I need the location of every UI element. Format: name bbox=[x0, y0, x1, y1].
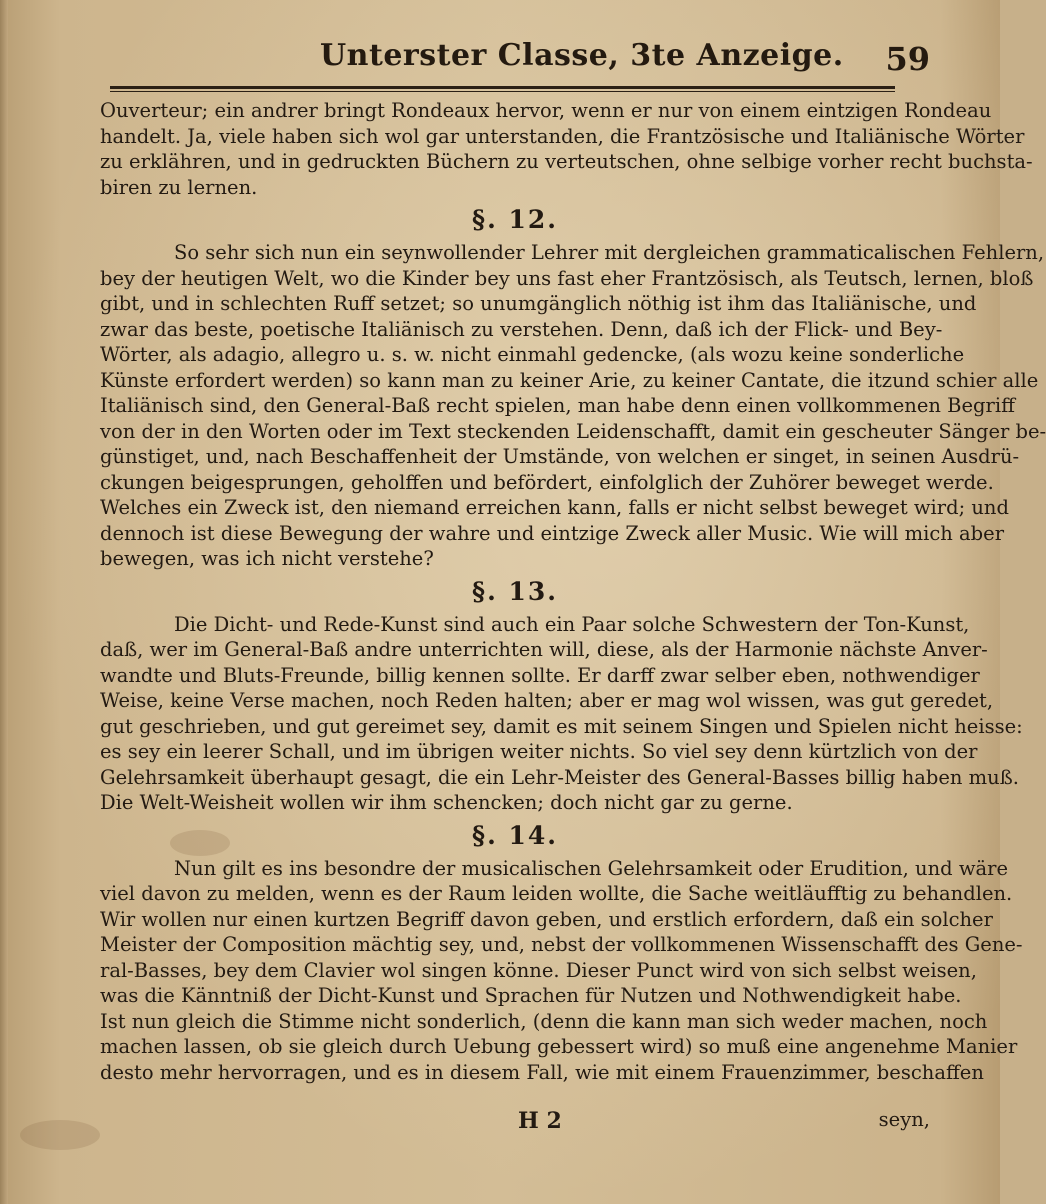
text-line: Nun gilt es ins besondre der musicalischen Gelehrsamkeit oder Erudition, und wäre bbox=[174, 856, 1009, 880]
text-line: wandte und Bluts-Freunde, billig kennen sollte. Er darff zwar selber eben, nothwendiger bbox=[100, 663, 980, 687]
text-line: Die Welt-Weisheit wollen wir ihm schencken; doch nicht gar zu gerne. bbox=[100, 791, 793, 814]
running-title: Unterster Classe, 3te Anzeige. bbox=[320, 38, 844, 73]
page-number: 59 bbox=[885, 40, 930, 78]
text-line: was die Känntniß der Dicht-Kunst und Sprachen für Nutzen und Nothwendigkeit habe. bbox=[100, 984, 962, 1007]
text-line: Welches ein Zweck ist, den niemand erreichen kann, falls er nicht selbst beweget wird; und bbox=[100, 496, 1009, 519]
text-line: Italiänisch sind, den General-Baß recht spielen, man habe denn einen vollkommenen Begriff bbox=[100, 394, 1015, 417]
text-line: machen lassen, ob sie gleich durch Uebung gebessert wird) so muß eine angenehme Manier bbox=[100, 1035, 1018, 1058]
signature-mark: H 2 bbox=[518, 1108, 562, 1134]
text-line: zwar das beste, poetische Italiänisch zu verstehen. Denn, daß ich der Flick- und Bey- bbox=[100, 317, 943, 341]
paper-stain bbox=[20, 1120, 100, 1150]
text-line: bey der heutigen Welt, wo die Kinder bey uns fast eher Frantzösisch, als Teutsch, lernen, bloß bbox=[100, 266, 1034, 290]
section-heading: §. 12. bbox=[472, 205, 558, 234]
text-line: es sey ein leerer Schall, und im übrigen weiter nichts. So viel sey denn kürtzlich von der bbox=[100, 740, 978, 763]
text-line: daß, wer im General-Baß andre unterrichten will, diese, als der Harmonie nächste Anver- bbox=[100, 638, 988, 661]
text-line: gut geschrieben, und gut gereimet sey, damit es mit seinem Singen und Spielen nicht heisse: bbox=[100, 714, 1023, 738]
running-header bbox=[110, 38, 930, 88]
text-line: ckungen beigesprungen, geholffen und befördert, einfolglich der Zuhörer beweget werde. bbox=[100, 470, 994, 494]
text-line: Die Dicht- und Rede-Kunst sind auch ein Paar solche Schwestern der Ton-Kunst, bbox=[174, 612, 970, 636]
text-line: zu erklähren, und in gedruckten Büchern zu verteutschen, ohne selbige vorher recht buchsta- bbox=[100, 150, 1033, 173]
text-line: dennoch ist diese Bewegung der wahre und eintzige Zweck aller Music. Wie will mich aber bbox=[100, 521, 1005, 545]
text-line: Ouverteur; ein andrer bringt Rondeaux hervor, wenn er nur von einem eintzigen Rondeau bbox=[100, 99, 992, 122]
text-line: ral-Basses, bey dem Clavier wol singen könne. Dieser Punct wird von sich selbst weisen, bbox=[100, 958, 977, 982]
body-text bbox=[100, 98, 1046, 1085]
page-gutter-shadow bbox=[0, 0, 8, 1204]
text-line: günstiget, und, nach Beschaffenheit der Umstände, von welchen er singet, in seinen Ausdrü- bbox=[100, 445, 1020, 468]
text-line: Wir wollen nur einen kurtzen Begriff davon geben, und erstlich erfordern, daß ein solcher bbox=[100, 907, 993, 931]
header-rule-thin bbox=[110, 91, 895, 92]
text-line: von der in den Worten oder im Text steckenden Leidenschafft, damit ein gescheuter Sänger be- bbox=[100, 419, 1046, 443]
text-line: biren zu lernen. bbox=[100, 175, 258, 199]
text-line: Wörter, als adagio, allegro u. s. w. nicht einmahl gedencke, (als wozu keine sonderliche bbox=[100, 343, 965, 366]
text-line: Weise, keine Verse machen, noch Reden halten; aber er mag wol wissen, was gut geredet, bbox=[100, 689, 994, 712]
section-heading: §. 13. bbox=[472, 576, 558, 606]
text-line: Gelehrsamkeit überhaupt gesagt, die ein Lehr-Meister des General-Basses billig haben muß. bbox=[100, 765, 1019, 789]
header-rule bbox=[110, 86, 895, 89]
text-line: viel davon zu melden, wenn es der Raum leiden wollte, die Sache weitläufftig zu behandlen. bbox=[100, 882, 1013, 905]
page-footer bbox=[100, 1108, 930, 1136]
text-line: bewegen, was ich nicht verstehe? bbox=[100, 547, 434, 570]
text-line: Künste erfordert werden) so kann man zu keiner Arie, zu keiner Cantate, die itzund schier alle bbox=[100, 368, 1039, 392]
text-line: Meister der Composition mächtig sey, und, nebst der vollkommenen Wissenschafft des Gene- bbox=[100, 933, 1023, 956]
section-heading: §. 14. bbox=[472, 820, 558, 850]
text-line: So sehr sich nun ein seynwollender Lehrer mit dergleichen grammaticalischen Fehlern, bbox=[174, 241, 1045, 264]
text-line: handelt. Ja, viele haben sich wol gar unterstanden, die Frantzösische und Italiänische Wörter bbox=[100, 124, 1025, 148]
text-line: desto mehr hervorragen, und es in diesem Fall, wie mit einem Frauenzimmer, beschaffen bbox=[100, 1060, 984, 1084]
catchword: seyn, bbox=[878, 1108, 930, 1131]
text-line: Ist nun gleich die Stimme nicht sonderlich, (denn die kann man sich weder machen, noch bbox=[100, 1009, 988, 1033]
text-line: gibt, und in schlechten Ruff setzet; so unumgänglich nöthig ist ihm das Italiänische, und bbox=[100, 292, 977, 315]
